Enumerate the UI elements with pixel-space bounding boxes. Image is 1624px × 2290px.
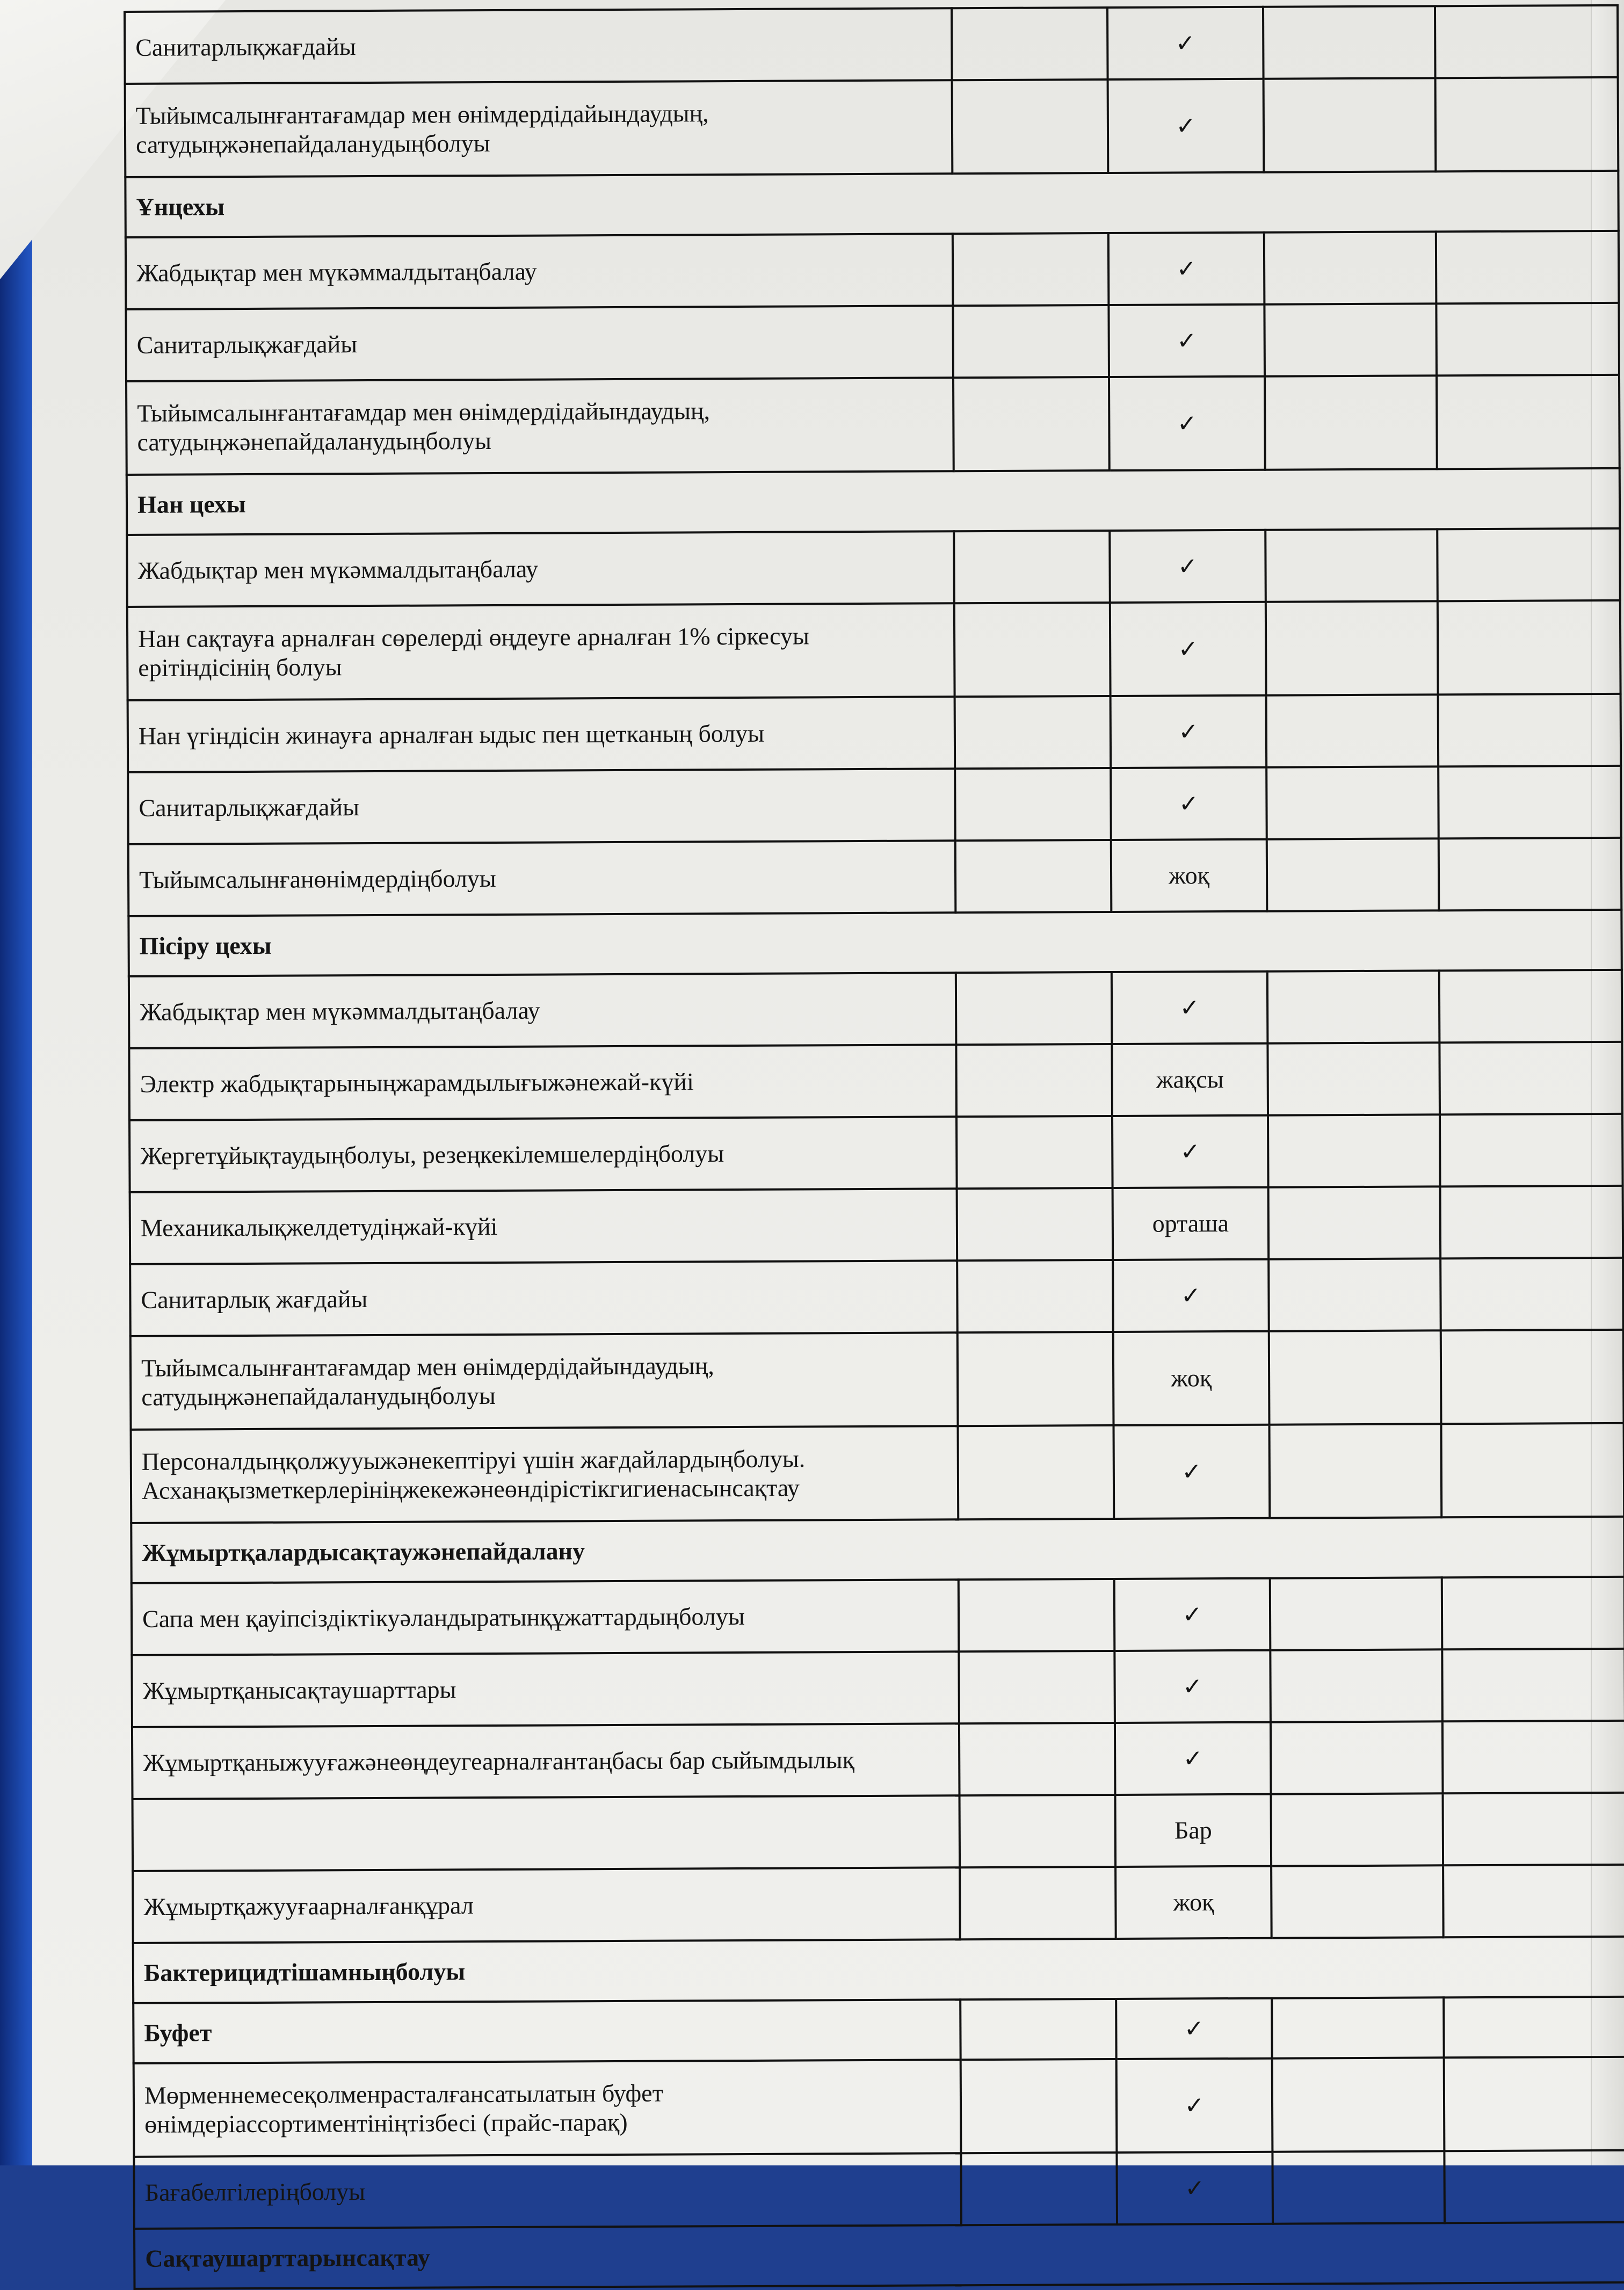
check-mark-icon: ✓ [1183, 1745, 1203, 1773]
status-cell-1 [952, 79, 1108, 173]
criterion-text: Персоналдыңқолжууыжәнекептіруі үшін жағдайлардыңболуы. Асханақызметкерлерініңжекежәнеөндірістікгигиенасынсақтау [131, 1426, 959, 1523]
status-cell-4 [1442, 1649, 1624, 1721]
status-cell-2 [1110, 602, 1266, 696]
status-cell-3 [1271, 1793, 1444, 1866]
status-cell-2 [1113, 1331, 1270, 1425]
checklist-row [132, 1649, 1624, 1727]
section-row [127, 468, 1620, 535]
status-cell-2 [1114, 1650, 1271, 1723]
criterion-text: Тыйымсалынғантағамдар мен өнімдердідайындаудың, сатудыңжәнепайдаланудыңболуы [125, 80, 953, 177]
status-cell-2 [1116, 2152, 1273, 2224]
section-heading: Ұнцехы [125, 171, 1618, 237]
status-text: Бар [1174, 1816, 1212, 1844]
status-cell-1 [959, 1723, 1115, 1795]
check-mark-icon: ✓ [1176, 112, 1196, 140]
criterion-text: Санитарлықжағдайы [126, 306, 953, 381]
status-cell-2 [1111, 839, 1267, 912]
criterion-text: Санитарлықжағдайы [125, 8, 952, 84]
checklist-row [130, 1186, 1623, 1264]
status-cell-2 [1113, 1187, 1269, 1260]
status-cell-4 [1441, 1423, 1624, 1517]
status-cell-1 [956, 1116, 1113, 1189]
status-cell-2 [1108, 233, 1265, 305]
status-cell-3 [1270, 1649, 1442, 1722]
status-cell-3 [1266, 601, 1438, 695]
section-heading: Бактерицидтішамныңболуы [133, 1937, 1624, 2003]
checklist-row [134, 2057, 1624, 2157]
status-cell-1 [958, 1332, 1114, 1426]
checklist-row [131, 1423, 1624, 1523]
checklist-row [126, 375, 1620, 475]
status-cell-1 [958, 1425, 1114, 1519]
checklist-row [126, 303, 1619, 381]
status-cell-2 [1114, 1578, 1271, 1651]
status-cell-1 [955, 696, 1111, 769]
status-cell-4 [1437, 375, 1620, 469]
status-cell-1 [952, 8, 1108, 80]
check-mark-icon: ✓ [1182, 1601, 1202, 1629]
status-cell-4 [1436, 303, 1619, 375]
inspection-checklist-table [124, 4, 1624, 2290]
status-cell-2 [1115, 1866, 1272, 1939]
status-cell-4 [1438, 600, 1621, 694]
checklist-row [129, 1042, 1622, 1120]
check-mark-icon: ✓ [1176, 255, 1197, 283]
status-cell-3 [1268, 1186, 1441, 1259]
section-row [134, 2222, 1624, 2289]
status-cell-3 [1272, 2057, 1445, 2151]
criterion-text: Тыйымсалынғанөнімдердіңболуы [128, 840, 956, 916]
criterion-text: Нан сақтауға арналған сөрелерді өңдеуге арналған 1% сіркесуы ерітіндісінің болуы [127, 603, 955, 700]
checklist-row [127, 528, 1620, 607]
status-cell-3 [1271, 1721, 1443, 1794]
checklist-row [127, 600, 1621, 700]
check-mark-icon: ✓ [1178, 790, 1199, 818]
criterion-text: Санитарлық жағдайы [130, 1260, 958, 1336]
status-cell-3 [1270, 1424, 1442, 1518]
checklist-row [125, 5, 1618, 84]
criterion-text: Жұмыртқанысақтаушарттары [132, 1651, 959, 1727]
status-cell-3 [1270, 1577, 1442, 1650]
status-cell-4 [1437, 528, 1620, 601]
status-cell-4 [1443, 1793, 1624, 1865]
section-row [133, 1937, 1624, 2003]
check-mark-icon: ✓ [1177, 327, 1197, 355]
status-text: жоқ [1168, 861, 1210, 889]
section-heading: Жұмыртқалардысақтаужәнепайдалану [131, 1517, 1624, 1583]
status-cell-1 [954, 603, 1111, 697]
check-mark-icon: ✓ [1185, 2175, 1205, 2202]
status-cell-3 [1265, 375, 1437, 469]
status-cell-1 [953, 233, 1109, 306]
status-cell-2 [1112, 1043, 1268, 1116]
status-cell-1 [954, 531, 1110, 603]
checklist-row [129, 970, 1622, 1048]
checklist-row [126, 231, 1619, 309]
check-mark-icon: ✓ [1183, 1673, 1203, 1701]
check-mark-icon: ✓ [1180, 1282, 1201, 1310]
criterion-text: Сапа мен қауіпсіздіктікуәландыратынқұжаттардыңболуы [132, 1579, 959, 1655]
status-cell-3 [1267, 970, 1440, 1043]
status-cell-4 [1443, 1865, 1624, 1937]
criterion-text: Электр жабдықтарыныңжарамдылығыжәнежай-күйі [129, 1045, 956, 1120]
criterion-text: Нан үгіндісін жинауға арналған ыдыс пен щетканың болуы [128, 697, 955, 772]
checklist-row [133, 1793, 1624, 1871]
status-cell-2 [1110, 530, 1266, 603]
status-cell-4 [1435, 5, 1618, 78]
status-cell-1 [957, 1260, 1113, 1332]
status-cell-3 [1266, 694, 1439, 767]
status-cell-3 [1267, 1042, 1440, 1115]
criterion-text: Жабдықтар мен мүкәммалдытаңбалау [126, 234, 953, 309]
checklist-body [125, 5, 1624, 2289]
criterion-text [133, 1795, 960, 1871]
criterion-text: Жабдықтар мен мүкәммалдытаңбалау [129, 973, 956, 1048]
checklist-row [133, 1865, 1624, 1943]
status-cell-3 [1264, 231, 1437, 304]
status-cell-3 [1265, 529, 1438, 602]
section-heading: Буфет [133, 1999, 960, 2063]
criterion-text: Мөрменнемесеқолменрасталғансатылатын буфет өнімдеріассортиментініңтізбесі (прайс-парақ) [134, 2060, 961, 2157]
status-cell-1 [953, 377, 1110, 471]
status-cell-2 [1112, 1115, 1268, 1188]
status-cell-3 [1268, 1114, 1440, 1187]
status-cell-4 [1439, 970, 1622, 1042]
status-cell-2 [1111, 767, 1267, 840]
status-cell-3 [1263, 6, 1436, 78]
section-heading: Пісіру цехы [128, 910, 1621, 976]
status-cell-4 [1438, 766, 1621, 838]
checklist-row [125, 77, 1619, 177]
criterion-text: Жұмыртқаныжууғажәнеөңдеугеарналғантаңбасы бар сыйымдылық [132, 1723, 960, 1799]
check-mark-icon: ✓ [1177, 410, 1197, 438]
status-text: жоқ [1171, 1364, 1212, 1392]
check-mark-icon: ✓ [1178, 718, 1199, 746]
status-cell-3 [1268, 1258, 1441, 1331]
check-mark-icon: ✓ [1180, 1138, 1200, 1166]
status-cell-4 [1440, 1114, 1623, 1186]
status-cell-4 [1442, 1577, 1624, 1649]
criterion-text: Тыйымсалынғантағамдар мен өнімдердідайындаудың, сатудыңжәнепайдаланудыңболуы [130, 1332, 958, 1430]
status-cell-2 [1114, 1425, 1270, 1519]
status-cell-1 [955, 768, 1111, 840]
status-cell-4 [1444, 1997, 1624, 2057]
status-cell-2 [1107, 7, 1264, 79]
checklist-row [132, 1721, 1624, 1799]
checklist-row [134, 2150, 1624, 2229]
section-heading: Нан цехы [127, 468, 1620, 535]
status-cell-1 [960, 1867, 1116, 1939]
status-cell-2 [1116, 2059, 1273, 2153]
check-mark-icon: ✓ [1175, 30, 1195, 57]
checklist-row [128, 838, 1622, 916]
section-row [125, 171, 1618, 237]
status-cell-2 [1111, 695, 1267, 768]
check-mark-icon: ✓ [1178, 635, 1198, 663]
status-cell-1 [960, 1795, 1116, 1867]
status-cell-4 [1441, 1330, 1624, 1424]
criterion-text: Механикалықжелдетудіңжай-күйі [130, 1189, 958, 1264]
status-cell-2 [1112, 972, 1268, 1044]
status-cell-1 [953, 305, 1109, 378]
status-cell-3 [1269, 1330, 1441, 1424]
check-mark-icon: ✓ [1184, 2092, 1205, 2120]
criterion-text: Жабдықтар мен мүкәммалдытаңбалау [127, 531, 954, 607]
section-row [133, 1997, 1624, 2063]
check-mark-icon: ✓ [1179, 994, 1200, 1022]
section-row [131, 1517, 1624, 1583]
status-cell-4 [1440, 1186, 1623, 1258]
status-cell-4 [1439, 838, 1622, 910]
criterion-text: Жұмыртқажууғаарналғанқұрал [133, 1867, 960, 1943]
status-cell-2 [1108, 305, 1265, 377]
checklist-row [130, 1258, 1623, 1336]
criterion-text: Санитарлықжағдайы [128, 769, 955, 844]
status-cell-2 [1113, 1259, 1269, 1332]
section-heading: Сақтаушарттарынсақтау [134, 2222, 1624, 2289]
status-cell-4 [1444, 2150, 1624, 2223]
status-cell-3 [1272, 1997, 1444, 2058]
status-cell-4 [1438, 694, 1621, 766]
check-mark-icon: ✓ [1177, 553, 1198, 581]
section-row [128, 910, 1621, 976]
status-cell-4 [1436, 231, 1619, 303]
status-cell-3 [1272, 2151, 1445, 2223]
status-cell-2 [1108, 79, 1264, 173]
status-cell-1 [961, 2059, 1117, 2153]
status-cell-1 [955, 840, 1112, 912]
status-cell-4 [1440, 1258, 1623, 1330]
status-cell-2 [1109, 376, 1265, 470]
status-cell-4 [1444, 2057, 1624, 2151]
status-cell-3 [1271, 1865, 1444, 1938]
status-cell-3 [1266, 766, 1439, 839]
criterion-text: Бағабелгілеріңболуы [134, 2153, 961, 2229]
status-cell-2 [1115, 1722, 1271, 1795]
status-text: жоқ [1173, 1888, 1214, 1916]
status-cell-1 [959, 1651, 1115, 1723]
checklist-row [132, 1577, 1624, 1655]
status-cell-1 [956, 972, 1112, 1045]
checklist-row [130, 1330, 1624, 1430]
status-cell-2 [1116, 1998, 1272, 2059]
checklist-row [129, 1114, 1623, 1192]
status-cell-4 [1436, 77, 1619, 171]
status-cell-4 [1442, 1721, 1624, 1793]
status-cell-3 [1264, 303, 1437, 376]
status-cell-1 [960, 1999, 1116, 2060]
status-cell-1 [959, 1579, 1115, 1651]
status-cell-3 [1267, 838, 1439, 911]
checklist-row [128, 694, 1621, 772]
status-cell-1 [957, 1188, 1113, 1260]
status-cell-4 [1439, 1042, 1622, 1114]
criterion-text: Жергетұйықтаудыңболуы, резеңкекілемшелердіңболуы [129, 1117, 957, 1192]
status-cell-1 [961, 2153, 1117, 2225]
status-text: орташа [1152, 1209, 1229, 1237]
status-cell-3 [1264, 78, 1436, 172]
checklist-row [128, 766, 1621, 844]
criterion-text: Тыйымсалынғантағамдар мен өнімдердідайындаудың, сатудыңжәнепайдаланудыңболуы [126, 378, 954, 475]
status-cell-2 [1115, 1794, 1272, 1867]
check-mark-icon: ✓ [1181, 1458, 1202, 1486]
check-mark-icon: ✓ [1184, 2015, 1204, 2043]
status-cell-1 [956, 1044, 1112, 1117]
status-text: жақсы [1156, 1065, 1224, 1093]
